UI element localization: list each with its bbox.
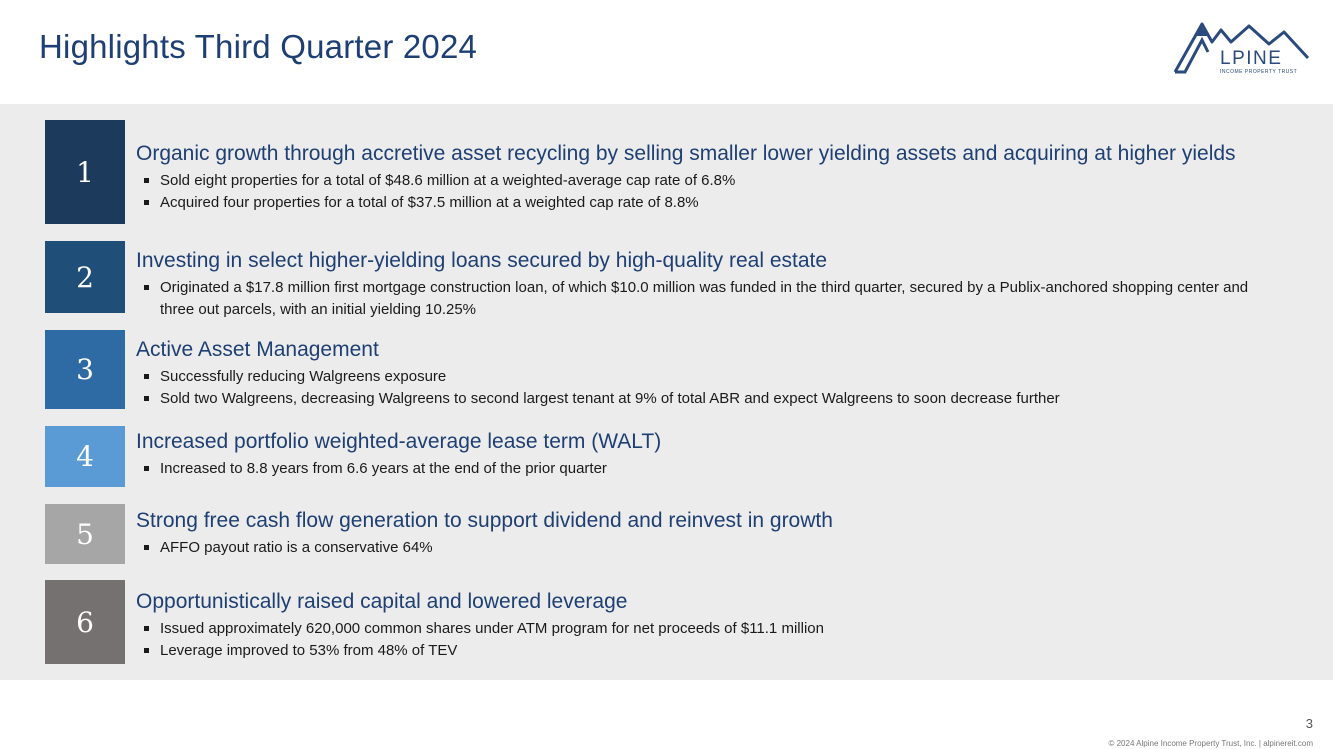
- item-number-badge: 2: [45, 241, 125, 313]
- bullet-list: [136, 458, 1266, 480]
- bullet-item: Issued approximately 620,000 common shares under ATM program for net proceeds of $11.1 million: [136, 618, 1266, 640]
- item-heading: Opportunistically raised capital and lowered leverage: [136, 590, 628, 613]
- bullet-item: Increased to 8.8 years from 6.6 years at the end of the prior quarter: [136, 458, 1266, 480]
- bullet-list: [136, 277, 1266, 321]
- copyright-footer: © 2024 Alpine Income Property Trust, Inc. | alpinereit.com: [1108, 739, 1313, 748]
- item-number-badge: 3: [45, 330, 125, 409]
- highlights-panel: [0, 104, 1333, 680]
- alpine-logo: [1172, 20, 1312, 78]
- bullet-item: Sold two Walgreens, decreasing Walgreens to second largest tenant at 9% of total ABR and expect Walgreens to soon decrease further: [136, 388, 1316, 410]
- bullet-item: AFFO payout ratio is a conservative 64%: [136, 537, 1266, 559]
- page-number: 3: [1305, 716, 1313, 731]
- logo-tagline: INCOME PROPERTY TRUST: [1220, 69, 1298, 75]
- bullet-list: [136, 170, 1266, 214]
- bullet-item: Sold eight properties for a total of $48.6 million at a weighted-average cap rate of 6.8%: [136, 170, 1266, 192]
- item-heading: Organic growth through accretive asset recycling by selling smaller lower yielding assets and acquiring at higher yields: [136, 142, 1236, 165]
- slide-title: Highlights Third Quarter 2024: [39, 28, 478, 65]
- item-number-badge: 4: [45, 426, 125, 487]
- item-heading: Active Asset Management: [136, 338, 379, 361]
- item-heading: Investing in select higher-yielding loans secured by high-quality real estate: [136, 249, 828, 272]
- bullet-list: [136, 537, 1266, 559]
- bullet-item: Leverage improved to 53% from 48% of TEV: [136, 640, 1266, 662]
- item-number-badge: 1: [45, 120, 125, 224]
- bullet-item: Successfully reducing Walgreens exposure: [136, 366, 1316, 388]
- mountain-logo-icon: [1172, 20, 1312, 78]
- item-number-badge: 6: [45, 580, 125, 664]
- item-heading: Strong free cash flow generation to support dividend and reinvest in growth: [136, 509, 833, 532]
- logo-name: LPINE: [1220, 48, 1283, 69]
- bullet-list: [136, 366, 1316, 410]
- bullet-item: Acquired four properties for a total of $37.5 million at a weighted cap rate of 8.8%: [136, 192, 1266, 214]
- bullet-list: [136, 618, 1266, 662]
- bullet-item: Originated a $17.8 million first mortgage construction loan, of which $10.0 million was funded in the third quarter, secured by a Publix-anchored shopping center and three out parcels, with an initial yielding 10.25%: [136, 277, 1266, 321]
- item-heading: Increased portfolio weighted-average lease term (WALT): [136, 430, 662, 453]
- item-number-badge: 5: [45, 504, 125, 564]
